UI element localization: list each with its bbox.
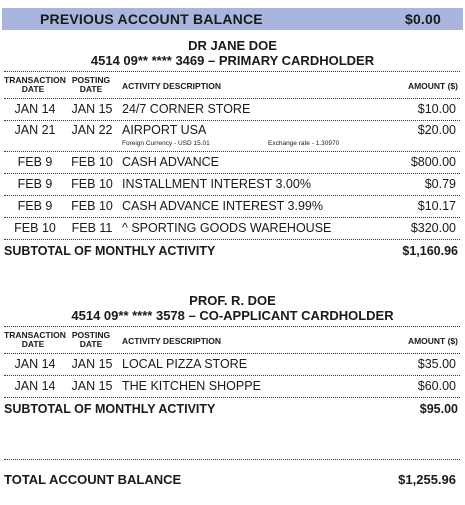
header-posting-date: POSTING DATE — [71, 75, 111, 94]
transaction-date: JAN 14 — [14, 379, 56, 393]
header-transaction-date: TRANSACTION DATE — [4, 330, 66, 349]
primary-cardholder-heading — [0, 38, 465, 68]
coapplicant-cardholder-heading — [0, 293, 465, 323]
header-activity-description: ACTIVITY DESCRIPTION — [122, 336, 222, 346]
subtotal-amount: $1,160.96 — [402, 244, 458, 258]
amount: $10.17 — [417, 199, 456, 213]
table-row — [4, 99, 460, 121]
header-posting-date: POSTING DATE — [71, 330, 111, 349]
amount: $10.00 — [417, 102, 456, 116]
amount: $0.79 — [424, 177, 456, 191]
previous-balance-label: PREVIOUS ACCOUNT BALANCE — [40, 11, 263, 27]
posting-date: FEB 10 — [71, 199, 113, 213]
activity-description: AIRPORT USA — [122, 123, 207, 137]
posting-date: FEB 10 — [71, 155, 113, 169]
previous-balance-amount: $0.00 — [404, 11, 441, 27]
transaction-date: JAN 21 — [14, 123, 56, 137]
activity-description: INSTALLMENT INTEREST 3.00% — [122, 177, 311, 191]
header-activity-description: ACTIVITY DESCRIPTION — [122, 81, 222, 91]
amount: $800.00 — [410, 155, 456, 169]
header-transaction-date: TRANSACTION DATE — [4, 75, 66, 94]
primary-account-number: 4514 09** **** 3469 – PRIMARY CARDHOLDER — [90, 53, 375, 68]
total-label: TOTAL ACCOUNT BALANCE — [4, 472, 182, 487]
activity-description: 24/7 CORNER STORE — [122, 102, 251, 116]
transaction-date: FEB 9 — [17, 177, 53, 191]
exchange-rate-note: Exchange rate - 1.30970 — [268, 140, 340, 147]
total-amount: $1,255.96 — [398, 472, 456, 487]
table-row — [4, 354, 460, 376]
table-row — [4, 121, 460, 152]
posting-date: JAN 15 — [71, 102, 113, 116]
previous-balance-bar — [2, 8, 463, 30]
posting-date: JAN 15 — [71, 357, 113, 371]
activity-description: ^ SPORTING GOODS WAREHOUSE — [122, 221, 332, 235]
coapplicant-subtotal — [4, 398, 460, 418]
table-row — [4, 218, 460, 240]
transaction-date: JAN 14 — [14, 102, 56, 116]
activity-description: THE KITCHEN SHOPPE — [122, 379, 261, 393]
posting-date: JAN 15 — [71, 379, 113, 393]
foreign-currency-note: Foreign Currency - USD 15.01 — [122, 140, 210, 147]
posting-date: FEB 11 — [71, 221, 113, 235]
posting-date: JAN 22 — [71, 123, 113, 137]
subtotal-label: SUBTOTAL OF MONTHLY ACTIVITY — [4, 244, 216, 258]
amount: $60.00 — [417, 379, 456, 393]
transaction-date: JAN 14 — [14, 357, 56, 371]
coapplicant-account-number: 4514 09** **** 3578 – CO-APPLICANT CARDHOLDER — [71, 308, 394, 323]
transaction-date: FEB 9 — [17, 155, 53, 169]
subtotal-label: SUBTOTAL OF MONTHLY ACTIVITY — [4, 402, 216, 416]
header-amount: AMOUNT ($) — [407, 336, 458, 346]
table-row — [4, 152, 460, 174]
activity-description: CASH ADVANCE INTEREST 3.99% — [122, 199, 323, 213]
amount: $320.00 — [410, 221, 456, 235]
primary-subtotal — [4, 240, 460, 260]
amount: $20.00 — [417, 123, 456, 137]
amount: $35.00 — [417, 357, 456, 371]
table-header — [4, 326, 460, 354]
table-header — [4, 71, 460, 99]
coapplicant-cardholder-name: PROF. R. DOE — [189, 293, 276, 308]
header-amount: AMOUNT ($) — [407, 81, 458, 91]
table-row — [4, 196, 460, 218]
primary-transactions-table — [4, 71, 460, 260]
table-row — [4, 376, 460, 398]
table-row — [4, 174, 460, 196]
transaction-date: FEB 10 — [14, 221, 56, 235]
activity-description: LOCAL PIZZA STORE — [122, 357, 248, 371]
activity-description: CASH ADVANCE — [122, 155, 220, 169]
coapplicant-transactions-table — [4, 326, 460, 418]
total-divider — [4, 459, 460, 460]
posting-date: FEB 10 — [71, 177, 113, 191]
subtotal-amount: $95.00 — [419, 402, 458, 416]
transaction-date: FEB 9 — [17, 199, 53, 213]
primary-cardholder-name: DR JANE DOE — [188, 38, 277, 53]
